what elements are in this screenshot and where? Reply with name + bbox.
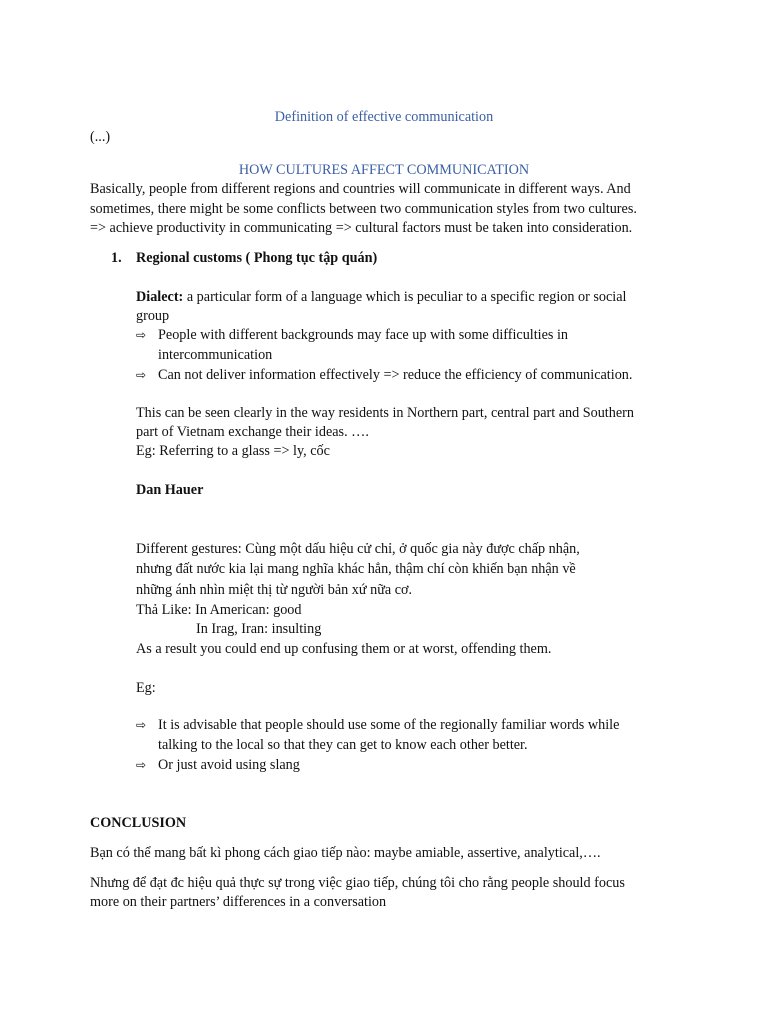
- gestures-line-3: những ánh nhìn miệt thị từ người bản xứ nữa cơ.: [136, 582, 413, 598]
- bullet-text-line-2: talking to the local so that they can get to know each other better.: [158, 736, 528, 753]
- list-item: [136, 366, 696, 386]
- bullet-text-line-1: Or just avoid using slang: [158, 757, 300, 773]
- like-line-1: Thả Like: In American: good: [136, 602, 302, 618]
- dan-hauer-heading: Dan Hauer: [136, 482, 204, 498]
- intro-line-3: => achieve productivity in communicating => cultural factors must be taken into consideration.: [90, 220, 633, 236]
- conclusion-line-1: Bạn có thể mang bất kì phong cách giao tiếp nào: maybe amiable, assertive, analytical,….: [90, 845, 601, 861]
- dialect-definition-line-2: group: [136, 308, 170, 324]
- bullet-text-line-1: People with different backgrounds may face up with some difficulties in: [158, 327, 569, 343]
- double-arrow-right-icon: ⇨: [136, 328, 147, 342]
- conclusion-line-3: more on their partners’ differences in a conversation: [90, 894, 387, 910]
- result-line: As a result you could end up confusing them or at worst, offending them.: [136, 641, 552, 657]
- section-heading: HOW CULTURES AFFECT COMMUNICATION: [238, 162, 530, 178]
- list-item: [136, 326, 696, 365]
- ellipsis-text: (...): [90, 129, 111, 145]
- list-number: 1.: [111, 250, 122, 266]
- double-arrow-right-icon: ⇨: [136, 368, 147, 382]
- intro-line-1: Basically, people from different regions and countries will communicate in different ways. And: [90, 181, 631, 197]
- double-arrow-right-icon: ⇨: [136, 758, 147, 772]
- double-arrow-right-icon: ⇨: [136, 718, 147, 732]
- like-line-2: In Irag, Iran: insulting: [196, 621, 322, 637]
- bullet-text-line-2: intercommunication: [158, 346, 273, 363]
- dialect-definition-line-1: [136, 288, 626, 308]
- eg-label: Eg:: [136, 680, 156, 696]
- vietnam-para-line-1: This can be seen clearly in the way residents in Northern part, central part and Southern: [136, 405, 634, 421]
- list-heading: Regional customs ( Phong tục tập quán): [136, 250, 378, 266]
- conclusion-line-2: Nhưng để đạt đc hiệu quả thực sự trong việc giao tiếp, chúng tôi cho rằng people should focus: [90, 875, 625, 891]
- bullet-text-line-1: It is advisable that people should use some of the regionally familiar words while: [158, 717, 620, 733]
- conclusion-heading: CONCLUSION: [90, 815, 187, 831]
- gestures-line-1: Different gestures: Cùng một dấu hiệu cử chỉ, ở quốc gia này được chấp nhận,: [136, 541, 580, 557]
- list-item: [136, 756, 696, 776]
- vietnam-para-line-2: part of Vietnam exchange their ideas. ….: [136, 424, 369, 440]
- dialect-label: Dialect:: [136, 289, 184, 305]
- intro-line-2: sometimes, there might be some conflicts between two communication styles from two cultures.: [90, 201, 637, 217]
- gestures-line-2: nhưng đất nước kia lại mang nghĩa khác hẳn, thậm chí còn khiến bạn nhận về: [136, 561, 576, 577]
- bullet-text-line-1: Can not deliver information effectively => reduce the efficiency of communication.: [158, 367, 633, 383]
- list-item: [136, 716, 696, 755]
- document-title: Definition of effective communication: [274, 109, 494, 125]
- vietnam-para-line-3: Eg: Referring to a glass => ly, cốc: [136, 443, 330, 459]
- dialect-text: a particular form of a language which is peculiar to a specific region or social: [183, 289, 627, 305]
